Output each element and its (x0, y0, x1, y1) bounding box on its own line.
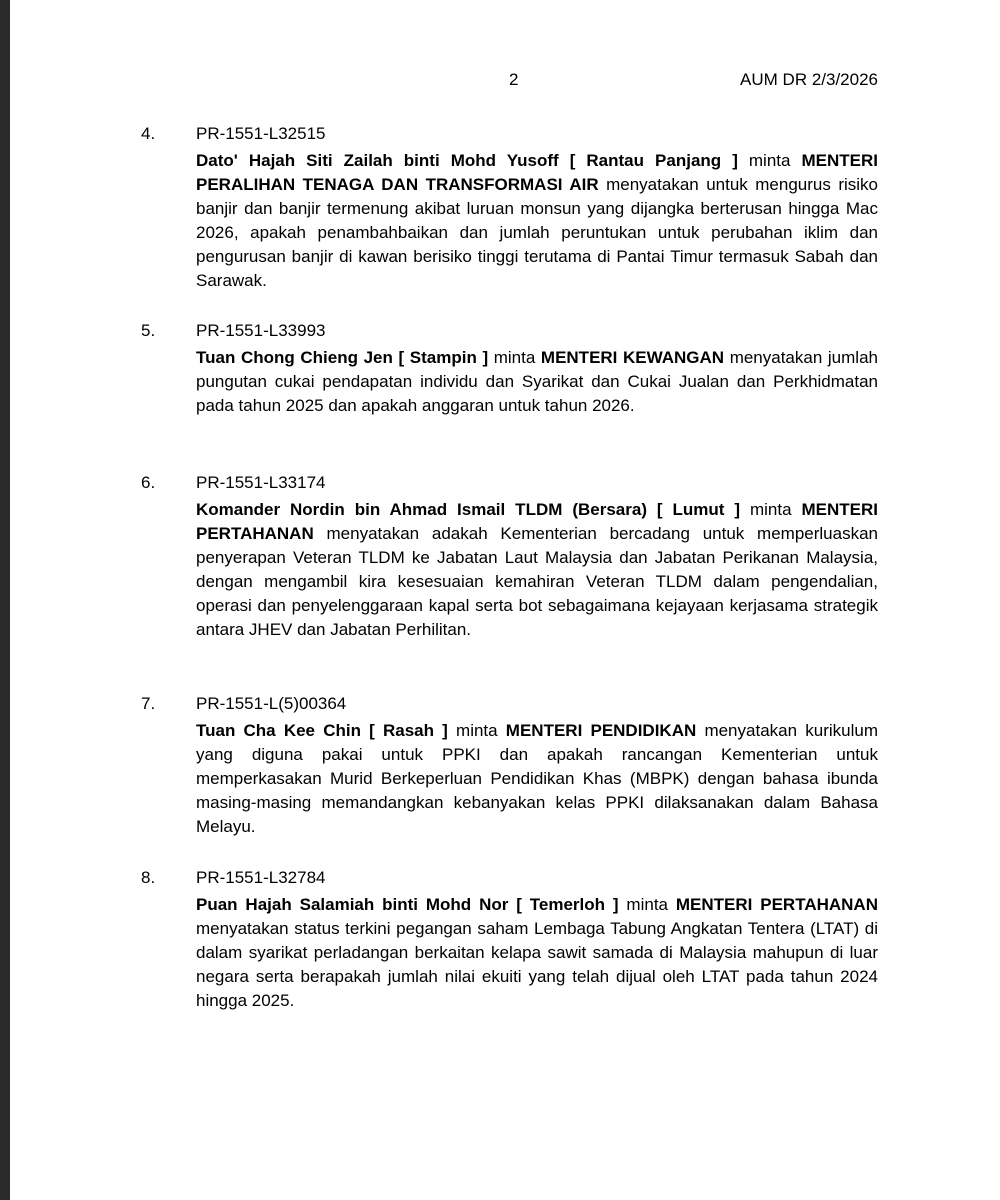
question-number: 7. (141, 694, 156, 713)
question-asker: Puan Hajah Salamiah binti Mohd Nor [ Temerloh ] (196, 895, 619, 914)
question-code: PR-1551-L(5)00364 (196, 694, 347, 713)
question-number: 4. (141, 124, 156, 143)
request-word: minta (618, 895, 676, 914)
question-code: PR-1551-L32784 (196, 868, 326, 887)
question-code: PR-1551-L32515 (196, 124, 326, 143)
request-word: minta (737, 151, 802, 170)
page-number: 2 (509, 70, 519, 89)
question-code: PR-1551-L33993 (196, 321, 326, 340)
minister-name: MENTERI PERALIHAN TENAGA DAN TRANSFORMASI AIR (196, 151, 878, 194)
minister-name: MENTERI KEWANGAN (540, 348, 725, 367)
page-header (10, 70, 1000, 94)
document-reference: AUM DR 2/3/2026 (740, 70, 878, 89)
question-number: 8. (141, 868, 156, 887)
request-word: minta (740, 500, 802, 519)
request-word: minta (447, 721, 506, 740)
question-code: PR-1551-L33174 (196, 473, 326, 492)
question-asker: Dato' Hajah Siti Zailah binti Mohd Yusoff [ Rantau Panjang ] (196, 151, 738, 170)
question-asker: Komander Nordin bin Ahmad Ismail TLDM (Bersara) [ Lumut ] (196, 500, 741, 519)
question-number: 6. (141, 473, 156, 492)
minister-name: MENTERI PENDIDIKAN (505, 721, 697, 740)
question-text: menyatakan jumlah pungutan cukai pendapatan individu dan Syarikat dan Cukai Jualan dan Perkhidmatan pada tahun 2025 dan apakah anggaran untuk tahun 2026. (196, 348, 878, 415)
question-body (196, 893, 878, 1013)
document-page (10, 0, 1000, 1200)
question-number: 5. (141, 321, 156, 340)
minister-name: MENTERI PERTAHANAN (675, 895, 878, 914)
question-body (196, 149, 878, 293)
question-text: menyatakan adakah Kementerian bercadang untuk memperluaskan penyerapan Veteran TLDM ke Jabatan Laut Malaysia dan Jabatan Perikanan Malaysia, dengan mengambil kira kesesuaian kemahiran Veteran TLDM dalam pengendalian, operasi dan penyelenggaraan kapal serta bot sebagaimana kejayaan kerjasama strategik antara JHEV dan Jabatan Perhilitan. (196, 524, 878, 639)
question-asker: Tuan Cha Kee Chin [ Rasah ] (196, 721, 448, 740)
request-word: minta (488, 348, 541, 367)
question-body (196, 346, 878, 418)
question-asker: Tuan Chong Chieng Jen [ Stampin ] (196, 348, 489, 367)
minister-name: MENTERI PERTAHANAN (196, 500, 878, 543)
question-text: menyatakan status terkini pegangan saham Lembaga Tabung Angkatan Tentera (LTAT) di dalam syarikat perladangan berkaitan kelapa sawit samada di Malaysia mahupun di luar negara serta berapakah jumlah nilai ekuiti yang telah dijual oleh LTAT pada tahun 2024 hingga 2025. (196, 919, 878, 1010)
question-text: menyatakan untuk mengurus risiko banjir dan banjir termenung akibat luruan monsun yang dijangka berterusan hingga Mac 2026, apakah penambahbaikan dan jumlah peruntukan untuk perubahan iklim dan pengurusan banjir di kawan berisiko tinggi terutama di Pantai Timur termasuk Sabah dan Sarawak. (196, 175, 879, 290)
question-text: menyatakan kurikulum yang diguna pakai untuk PPKI dan apakah rancangan Kementerian untuk memperkasakan Murid Berkeperluan Pendidikan Khas (MBPK) dengan bahasa ibunda masing-masing memandangkan kebanyakan kelas PPKI dilaksanakan dalam Bahasa Melayu. (196, 721, 878, 836)
question-body (196, 719, 878, 839)
question-body (196, 498, 878, 642)
